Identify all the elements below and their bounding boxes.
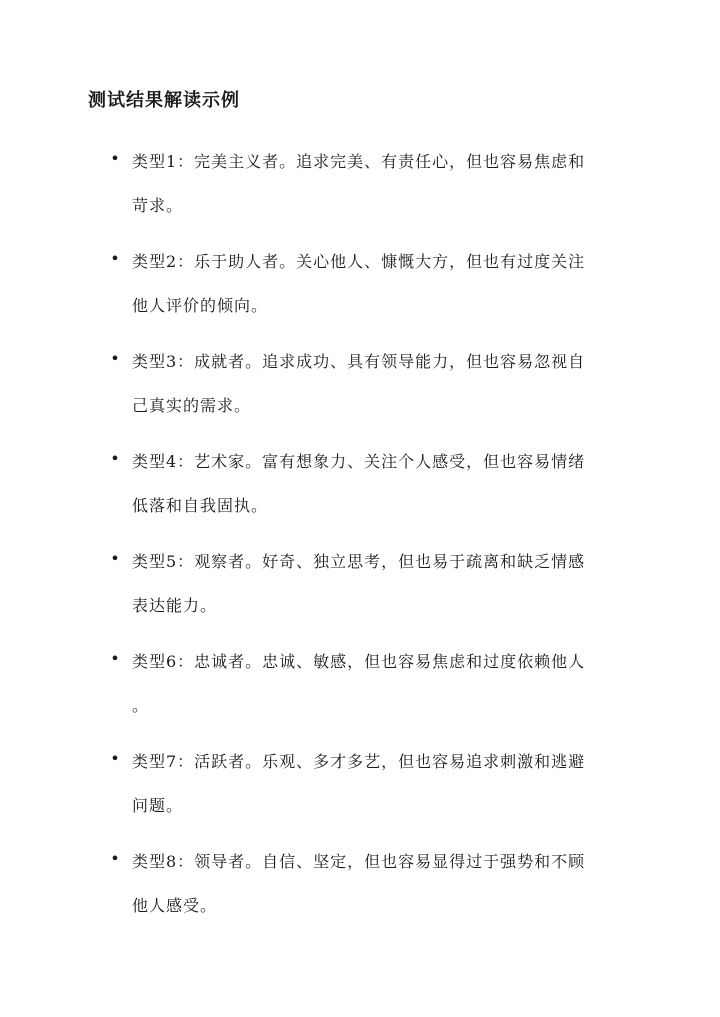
bullet: • (110, 349, 120, 368)
bullet: • (110, 149, 120, 168)
type-list (0, 140, 720, 940)
list-item (0, 440, 720, 540)
list-item-text (132, 240, 632, 328)
list-item-text (132, 540, 632, 628)
list-item-line: 他人感受。 (132, 896, 218, 915)
list-item-line: 问题。 (132, 796, 184, 815)
list-item-text (132, 340, 632, 428)
list-item-line: 类型7：活跃者。乐观、多才多艺，但也容易追求刺激和逃避 (132, 752, 586, 771)
list-item-line: 他人评价的倾向。 (132, 296, 269, 315)
list-item-line: 苛求。 (132, 196, 184, 215)
list-item (0, 840, 720, 940)
list-item (0, 640, 720, 740)
page-title: 测试结果解读示例 (88, 90, 240, 111)
list-item-line: 。 (132, 696, 150, 715)
list-item-line: 类型2：乐于助人者。关心他人、慷慨大方，但也有过度关注 (132, 252, 586, 271)
list-item (0, 340, 720, 440)
list-item-line: 类型8：领导者。自信、坚定，但也容易显得过于强势和不顾 (132, 852, 586, 871)
list-item-line: 类型1：完美主义者。追求完美、有责任心，但也容易焦虑和 (132, 152, 586, 171)
bullet: • (110, 749, 120, 768)
list-item-text (132, 740, 632, 828)
bullet: • (110, 449, 120, 468)
list-item-text (132, 140, 632, 228)
list-item-text (132, 640, 632, 728)
list-item (0, 740, 720, 840)
list-item (0, 240, 720, 340)
list-item-line: 类型5：观察者。好奇、独立思考，但也易于疏离和缺乏情感 (132, 552, 586, 571)
list-item-line: 低落和自我固执。 (132, 496, 269, 515)
list-item (0, 540, 720, 640)
bullet: • (110, 249, 120, 268)
list-item-line: 类型3：成就者。追求成功、具有领导能力，但也容易忽视自 (132, 352, 586, 371)
list-item-line: 表达能力。 (132, 596, 218, 615)
list-item-line: 类型6：忠诚者。忠诚、敏感，但也容易焦虑和过度依赖他人 (132, 652, 586, 671)
list-item-line: 类型4：艺术家。富有想象力、关注个人感受，但也容易情绪 (132, 452, 586, 471)
list-item-text (132, 440, 632, 528)
list-item-line: 己真实的需求。 (132, 396, 252, 415)
bullet: • (110, 549, 120, 568)
bullet: • (110, 849, 120, 868)
list-item (0, 140, 720, 240)
list-item-text (132, 840, 632, 928)
bullet: • (110, 649, 120, 668)
